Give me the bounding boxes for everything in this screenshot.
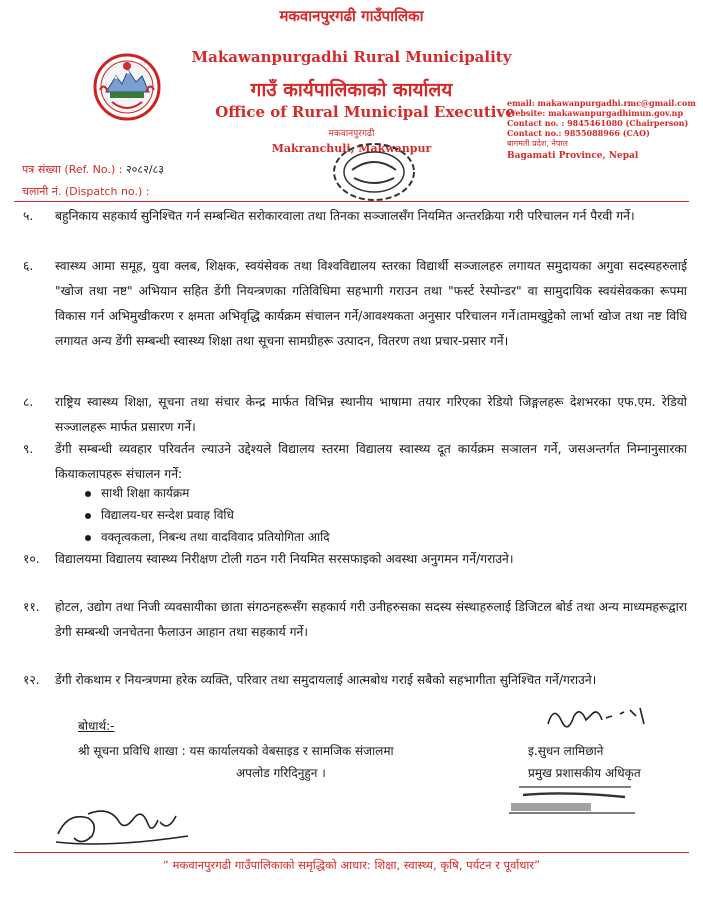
item-number: ८.: [23, 395, 34, 409]
ref-no: [22, 162, 164, 177]
municipality-name-np: मकवानपुरगढी गाउँपालिका: [279, 7, 424, 25]
item-9: [23, 437, 687, 487]
signer-name: इ.सुधन लामिछाने: [528, 744, 604, 758]
distribution-label: बोधार्थ:-: [78, 719, 115, 733]
bullet-icon: [85, 535, 91, 541]
item-11: [23, 595, 687, 645]
item-8: [23, 390, 687, 440]
list-item: साथी शिक्षा कार्यक्रम: [85, 482, 330, 504]
bullet-icon: [85, 491, 91, 497]
item-number: ९.: [23, 442, 34, 456]
list-item: विद्यालय-घर सन्देश प्रवाह विधि: [85, 504, 330, 526]
item-10: [23, 547, 687, 572]
ref-value: २०८२/८३: [125, 163, 164, 176]
dispatch-no: [22, 184, 149, 199]
item-text: डेंगी सम्बन्धी व्यवहार परिवर्तन ल्याउने उद्देश्यले विद्यालय स्तरमा विद्यालय स्वास्थ्य दूत कार्यक्रम सञालन गर्ने, जसअन्तर्गत निम्नानुसारका कियाकलापहरू संचालन गर्ने:: [55, 442, 687, 481]
office-name-en: Office of Rural Municipal Executive: [215, 103, 515, 121]
footer-divider: [14, 852, 689, 853]
distribution-line: अपलोड गरिदिनुहुन ।: [236, 766, 326, 780]
email-text: email: makawanpurgadhi.rmc@gmail.com: [507, 98, 696, 108]
item-text: बहुनिकाय सहकार्य सुनिश्चित गर्न सम्बन्धित सरोकारवाला तथा तिनका सञ्जालसँग नियमित अन्तरक्रिया गरी परिचालन गर्न पैरवी गर्ने।: [55, 209, 635, 223]
contact-block: [507, 98, 696, 161]
item-text: स्वास्थ्य आमा समूह, युवा क्लब, शिक्षक, स्वयंसेवक तथा विश्वविद्यालय स्तरका विद्यार्थी सञ्जालहरु लगायत समुदायका अगुवा सदस्यहरुलाई "खोज तथा नष्ट" अभियान सहित डेंगी नियन्त्रणका गतिविधिमा सहभागी गराउन तथा "फर्स्ट रेस्पोन्डर" वा सामुदायिक स्वयंसेवकका रूपमा विकास गर्न अभिमुखीकरण र क्षमता अभिवृद्धि कार्यक्रम संचालन गर्ने/आवश्यकता अनुसार परिचालन गर्ने।तामखुट्टेको लार्भा खोज तथा नष्ट विधि लगायत अन्य डेंगी सम्बन्धी स्वास्थ्य शिक्षा तथा सूचना सामग्रीहरू उत्पादन, वितरण तथा प्रचार-प्रसार गर्ने।: [55, 259, 687, 348]
header-divider: [14, 201, 689, 202]
item-number: १२.: [23, 673, 40, 687]
office-stamp-icon: [330, 140, 418, 204]
officer-stamp-icon: [505, 775, 645, 821]
footer-slogan: “ मकवानपुरगढी गाउँपालिकाको समृद्धिको आधार: शिक्षा, स्वास्थ्य, कृषि, पर्यटन र पूर्वाधार”: [162, 858, 541, 872]
bullet-list: [85, 482, 330, 548]
phone-cao: Contact no.: 9855088966 (CAO): [507, 128, 650, 138]
place-np: मकवानपुरगढी: [328, 129, 375, 139]
item-text: विद्यालयमा विद्यालय स्वास्थ्य निरीक्षण टोली गठन गरी नियमित सरसफाइको अवस्था अनुगमन गर्ने/गराउने।: [55, 552, 514, 566]
item-number: ६.: [23, 259, 34, 273]
dispatch-label: चलानी नं. (Dispatch no.) :: [22, 185, 150, 198]
distribution-line: श्री सूचना प्रविधि शाखा : यस कार्यालयको वेबसाइड र सामजिक संजालमा: [78, 744, 394, 758]
municipality-name-en: Makawanpurgadhi Rural Municipality: [191, 48, 512, 66]
signature-icon: [540, 694, 660, 738]
ref-label: पत्र संख्या (Ref. No.) :: [22, 163, 123, 176]
distribution-block: [78, 740, 394, 784]
signer-title: प्रमुख प्रशासकीय अधिकृत: [528, 766, 641, 780]
website-text: Website: makawanpurgadhimun.gov.np: [507, 108, 684, 118]
item-text: डेंगी रोकथाम र नियन्त्रणमा हरेक व्यक्ति, परिवार तथा समुदायलाई आत्मबोध गराई सबैको सहभागीता सुनिश्चित गर्ने/गराउने।: [55, 673, 597, 687]
item-12: [23, 668, 687, 693]
item-text: होटल, उद्योग तथा निजी व्यवसायीका छाता संगठनहरूसँग सहकार्य गरी उनीहरुसका सदस्य संस्थाहरुलाई डिजिटल बोर्ड तथा अन्य माध्यमहरूद्वारा डेगी सम्बन्धी जनचेतना फैलाउन आहान तथा सहकार्य गर्ने।: [55, 600, 687, 639]
item-number: ५.: [23, 209, 34, 223]
province-np: बागमती प्रदेश, नेपाल: [507, 139, 568, 148]
item-5: [23, 204, 687, 229]
province-en: Bagamati Province, Nepal: [507, 151, 639, 161]
handwritten-signature-icon: [48, 802, 198, 852]
phone-chair: Contact no. : 9845461080 (Chairperson): [507, 118, 689, 128]
item-number: १०.: [23, 552, 40, 566]
item-number: ११.: [23, 600, 40, 614]
place-en: Makranchuli, Makwanpur: [271, 142, 432, 155]
item-text: राष्ट्रिय स्वास्थ्य शिक्षा, सूचना तथा संचार केन्द्र मार्फत विभिन्न स्थानीय भाषामा तयार गरिएका रेडियो जिङ्गलहरू देशभरका एफ.एम. रेडियो सञ्जालहरू मार्फत प्रसारण गर्ने।: [55, 395, 687, 434]
list-item: वक्तृत्वकला, निबन्ध तथा वादविवाद प्रतियोगिता आदि: [85, 526, 330, 548]
item-6: [23, 254, 687, 354]
office-name-np: गाउँ कार्यपालिकाको कार्यालय: [250, 79, 453, 101]
bullet-icon: [85, 513, 91, 519]
